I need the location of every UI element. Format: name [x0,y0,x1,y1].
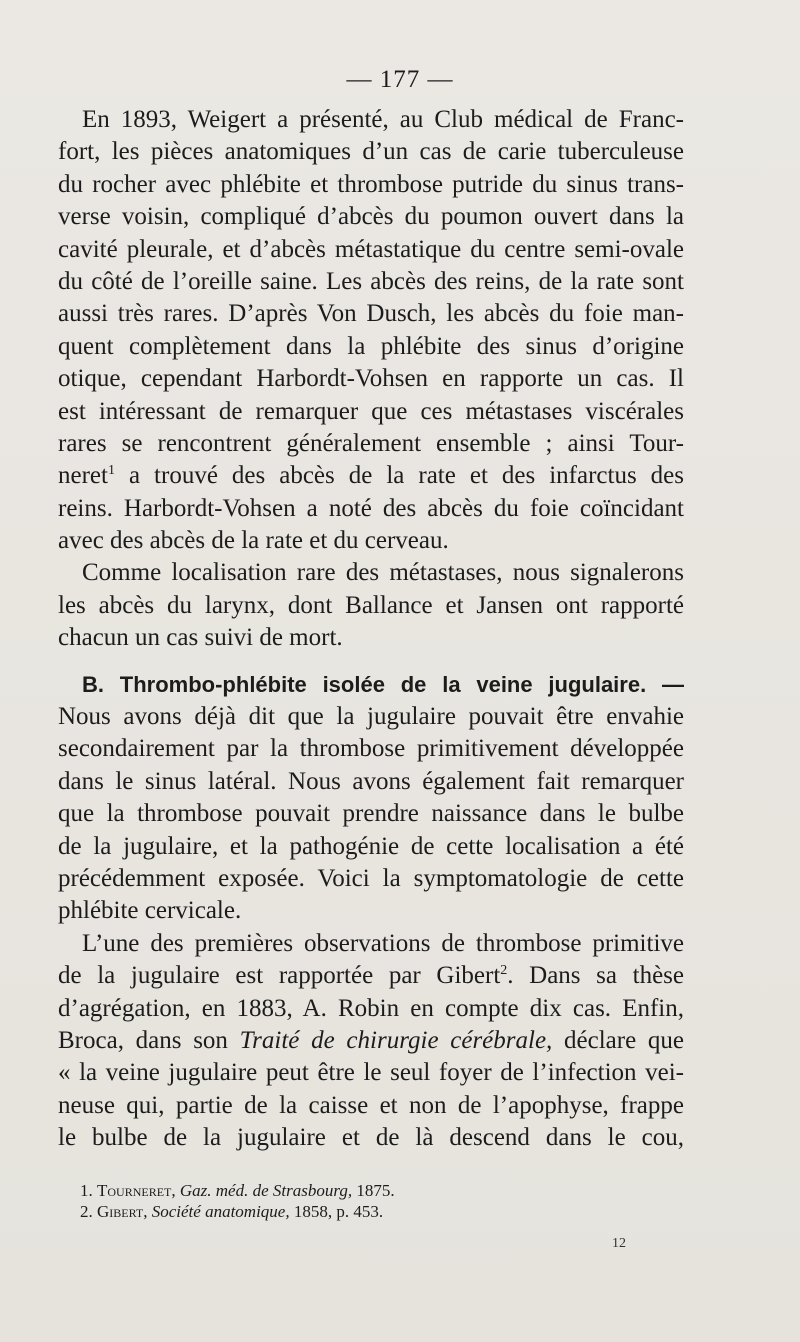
text-line: aussi très rares. D’après Von Dusch, les abcès du foie man- [58,300,684,328]
footnote-ref: 2 [500,963,508,979]
paragraph-1 [58,104,684,655]
text-line: neret$^1$ a trouvé des abcès de la rate et des infarctus des [58,462,684,490]
text-line: reins. Harbordt-Vohsen a noté des abcès du foie coïncidant [58,494,684,522]
text-line: En 1893, Weigert a présenté, au Club médical de Franc- [82,106,684,133]
section-heading: B. Thrombo-phlébite isolée de la veine jugulaire. — [82,671,684,697]
footnote-1: 1. Tourneret, Gaz. méd. de Strasbourg, 1875. [80,1181,395,1200]
text-line: quent complètement dans la phlébite des sinus d’origine [58,332,684,360]
text-line: Comme localisation rare des métastases, nous signalerons [82,559,684,587]
body-text [58,104,684,1155]
text-line: dans le sinus latéral. Nous avons également fait remarquer [58,767,684,795]
text-line: le bulbe de la jugulaire et de là descend dans le cou, [58,1124,684,1152]
signature-mark: 12 [612,1236,626,1251]
footnote-ref: 1 [107,463,115,479]
text-line: secondairement par la thrombose primitivement développée [58,735,684,763]
text-line: rares se rencontrent généralement ensemble ; ainsi Tour- [58,429,684,457]
text-line: avec des abcès de la rate et du cerveau. [58,527,449,555]
text-line: les abcès du larynx, dont Ballance et Jansen ont rapporté [58,591,684,619]
text-line: neuse qui, partie de la caisse et non de l’apophyse, frappe [58,1091,684,1119]
text-line: Nous avons déjà dit que la jugulaire pouvait être envahie [58,703,684,731]
paragraph-3 [58,928,684,1155]
text-line: otique, cependant Harbordt-Vohsen en rapporte un cas. Il [58,365,684,393]
text-line: de la jugulaire, et la pathogénie de cette localisation a été [58,832,684,860]
book-title: Traité de chirurgie cérébrale, [239,1026,553,1054]
text-line: phlébite cervicale. [58,897,242,925]
paragraph-section-b [58,701,684,928]
text-line: fort, les pièces anatomiques d’un cas de carie tuberculeuse [58,138,684,166]
text-line: verse voisin, compliqué d’abcès du poumon ouvert dans la [58,203,684,231]
text-line: de la jugulaire est rapportée par Gibert$^2$. Dans sa thèse [58,962,684,990]
text-line: précédemment exposée. Voici la symptomatologie de cette [58,864,684,892]
page-number: — 177 — [346,66,454,93]
section-heading-line [58,669,684,701]
text-line: cavité pleurale, et d’abcès métastatique du centre semi-ovale [58,235,684,263]
text-line: que la thrombose pouvait prendre naissance dans le bulbe [58,800,684,828]
text-line: du côté de l’oreille saine. Les abcès des reins, de la rate sont [58,267,684,295]
footnote-2: 2. Gibert, Société anatomique, 1858, p. 453. [80,1202,384,1221]
text-line: est intéressant de remarquer que ces métastases viscérales [58,397,684,425]
text-line: Broca, dans son Traité de chirurgie cérébrale, déclare que [58,1026,684,1054]
text-line: d’agrégation, en 1883, A. Robin en compte dix cas. Enfin, [58,994,684,1022]
text-line: L’une des premières observations de thrombose primitive [82,929,684,957]
text-line: chacun un cas suivi de mort. [58,624,343,652]
text-line: « la veine jugulaire peut être le seul foyer de l’infection vei- [58,1059,684,1087]
text-line: du rocher avec phlébite et thrombose putride du sinus trans- [58,170,684,198]
footnotes [80,1180,680,1222]
